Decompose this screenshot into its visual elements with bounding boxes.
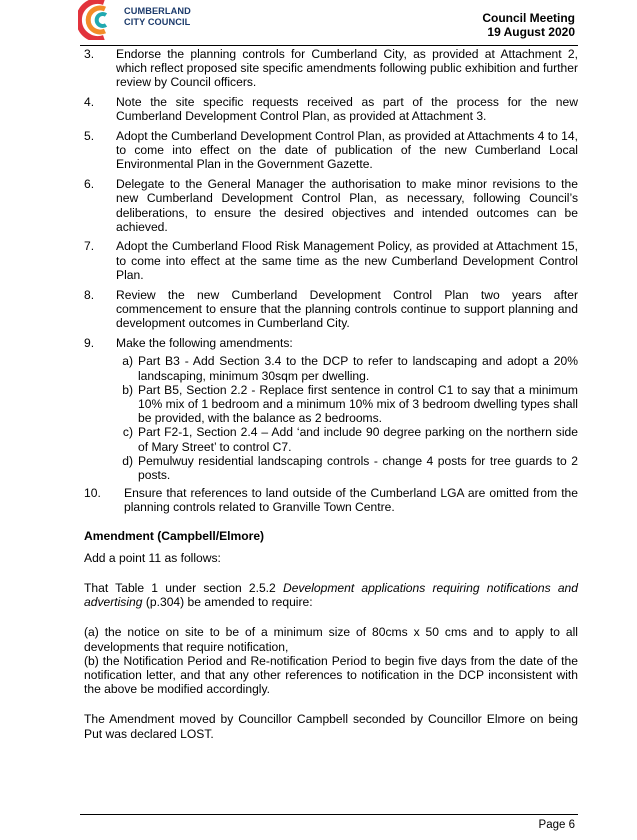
- footer-divider: [80, 814, 578, 815]
- table-text-pre: That Table 1 under section 2.5.2: [84, 581, 283, 595]
- sub-item-label: b): [122, 382, 133, 397]
- document-body: [84, 47, 578, 741]
- list-item: [84, 336, 578, 350]
- meeting-date: 19 August 2020: [487, 25, 575, 39]
- header-divider: [80, 45, 578, 46]
- table-text-post: (p.304) be amended to require:: [142, 595, 313, 610]
- item-number: 9.: [84, 335, 95, 350]
- list-item: [84, 129, 578, 172]
- sub-item-label: c): [122, 425, 133, 440]
- sub-item-label: a): [122, 354, 133, 369]
- logo-arc-teal: [97, 14, 106, 26]
- meeting-info: [482, 11, 575, 39]
- list-item: [84, 288, 578, 331]
- meeting-title: Council Meeting: [482, 11, 575, 25]
- sub-item-text: Part B3 - Add Section 3.4 to the DCP to refer to landscaping and adopt a 20% landscaping, minimum 30sqm per dwelling.: [138, 354, 578, 383]
- amendment-point-a: (a) the notice on site to be of a minimum size of 80cms x 50 cms and to apply to all developments that require notification,: [84, 625, 578, 654]
- item-number: 10.: [84, 486, 101, 501]
- logo-line-1: CUMBERLAND: [124, 6, 191, 16]
- table-text-italic: Development applications requiring notifications and advertising: [84, 581, 578, 610]
- page-number: Page 6: [538, 819, 575, 831]
- item-number: 5.: [84, 129, 95, 144]
- sub-list-item: [84, 383, 578, 426]
- item-number: 4.: [84, 95, 95, 110]
- sub-item-text: Part F2-1, Section 2.4 – Add ‘and include 90 degree parking on the northern side of Mary Street’ to control C7.: [138, 425, 578, 454]
- item-text: Adopt the Cumberland Flood Risk Management Policy, as provided at Attachment 15, to come into effect at the same time as the new Cumberland Development Control Plan.: [116, 239, 578, 282]
- amendments-sublist: [84, 354, 578, 482]
- sub-list-item: [84, 425, 578, 453]
- item-text: Delegate to the General Manager the authorisation to make minor revisions to the new Cumberland Development Control Plan, as necessary, following Council’s deliberations, to ensure the desired objectives and intended outcomes can be achieved.: [116, 177, 578, 234]
- list-item: [84, 47, 578, 90]
- logo-line-2: CITY COUNCIL: [124, 17, 191, 27]
- logo-wordmark: [124, 6, 191, 28]
- amendment-result: The Amendment moved by Councillor Campbell seconded by Councillor Elmore on being Put was declared LOST.: [84, 712, 578, 741]
- item-text: Review the new Cumberland Development Control Plan two years after commencement to ensure that the planning controls continue to support planning and development outcomes in Cumberland City.: [116, 287, 578, 330]
- sub-list-item: [84, 354, 578, 382]
- sub-list-item: [84, 454, 578, 482]
- item-number: 6.: [84, 177, 95, 192]
- list-item: [84, 486, 578, 514]
- sub-item-text: Pemulwuy residential landscaping controls - change 4 posts for tree guards to 2 posts.: [138, 453, 578, 482]
- list-item: [84, 95, 578, 123]
- item-number: 8.: [84, 287, 95, 302]
- item-text: Note the site specific requests received as part of the process for the new Cumberland Development Control Plan, as provided at Attachment 3.: [116, 95, 578, 124]
- sub-item-label: d): [122, 453, 133, 468]
- item-number: 3.: [84, 47, 95, 61]
- amendment-intro: Add a point 11 as follows:: [84, 550, 221, 565]
- item-text: Adopt the Cumberland Development Control Plan, as provided at Attachments 4 to 14, to come into effect on the date of publication of the new Cumberland Local Environmental Plan in the Government Gazette.: [116, 129, 578, 172]
- list-item: [84, 239, 578, 282]
- sub-item-text: Part B5, Section 2.2 - Replace first sentence in control C1 to say that a minimum 10% mix of 1 bedroom and a minimum 10% mix of 3 bedroom dwelling types shall be provided, with the balance as 2 bedrooms.: [138, 382, 578, 426]
- item-number: 7.: [84, 239, 95, 254]
- list-item: [84, 177, 578, 234]
- amendment-point-b: (b) the Notification Period and Re-notification Period to begin five days from the date of the notification letter, and that any other references to notification in the DCP inconsistent with the above be modified accordingly.: [84, 653, 578, 697]
- item-text: Ensure that references to land outside of the Cumberland LGA are omitted from the planning controls related to Granville Town Centre.: [124, 486, 578, 515]
- item-text: Make the following amendments:: [116, 335, 293, 350]
- amendment-heading: Amendment (Campbell/Elmore): [84, 528, 265, 543]
- amendment-table-paragraph: [84, 581, 578, 609]
- item-text: Endorse the planning controls for Cumberland City, as provided at Attachment 2, which reflect proposed site specific amendments following public exhibition and further review by Council officers.: [116, 47, 578, 90]
